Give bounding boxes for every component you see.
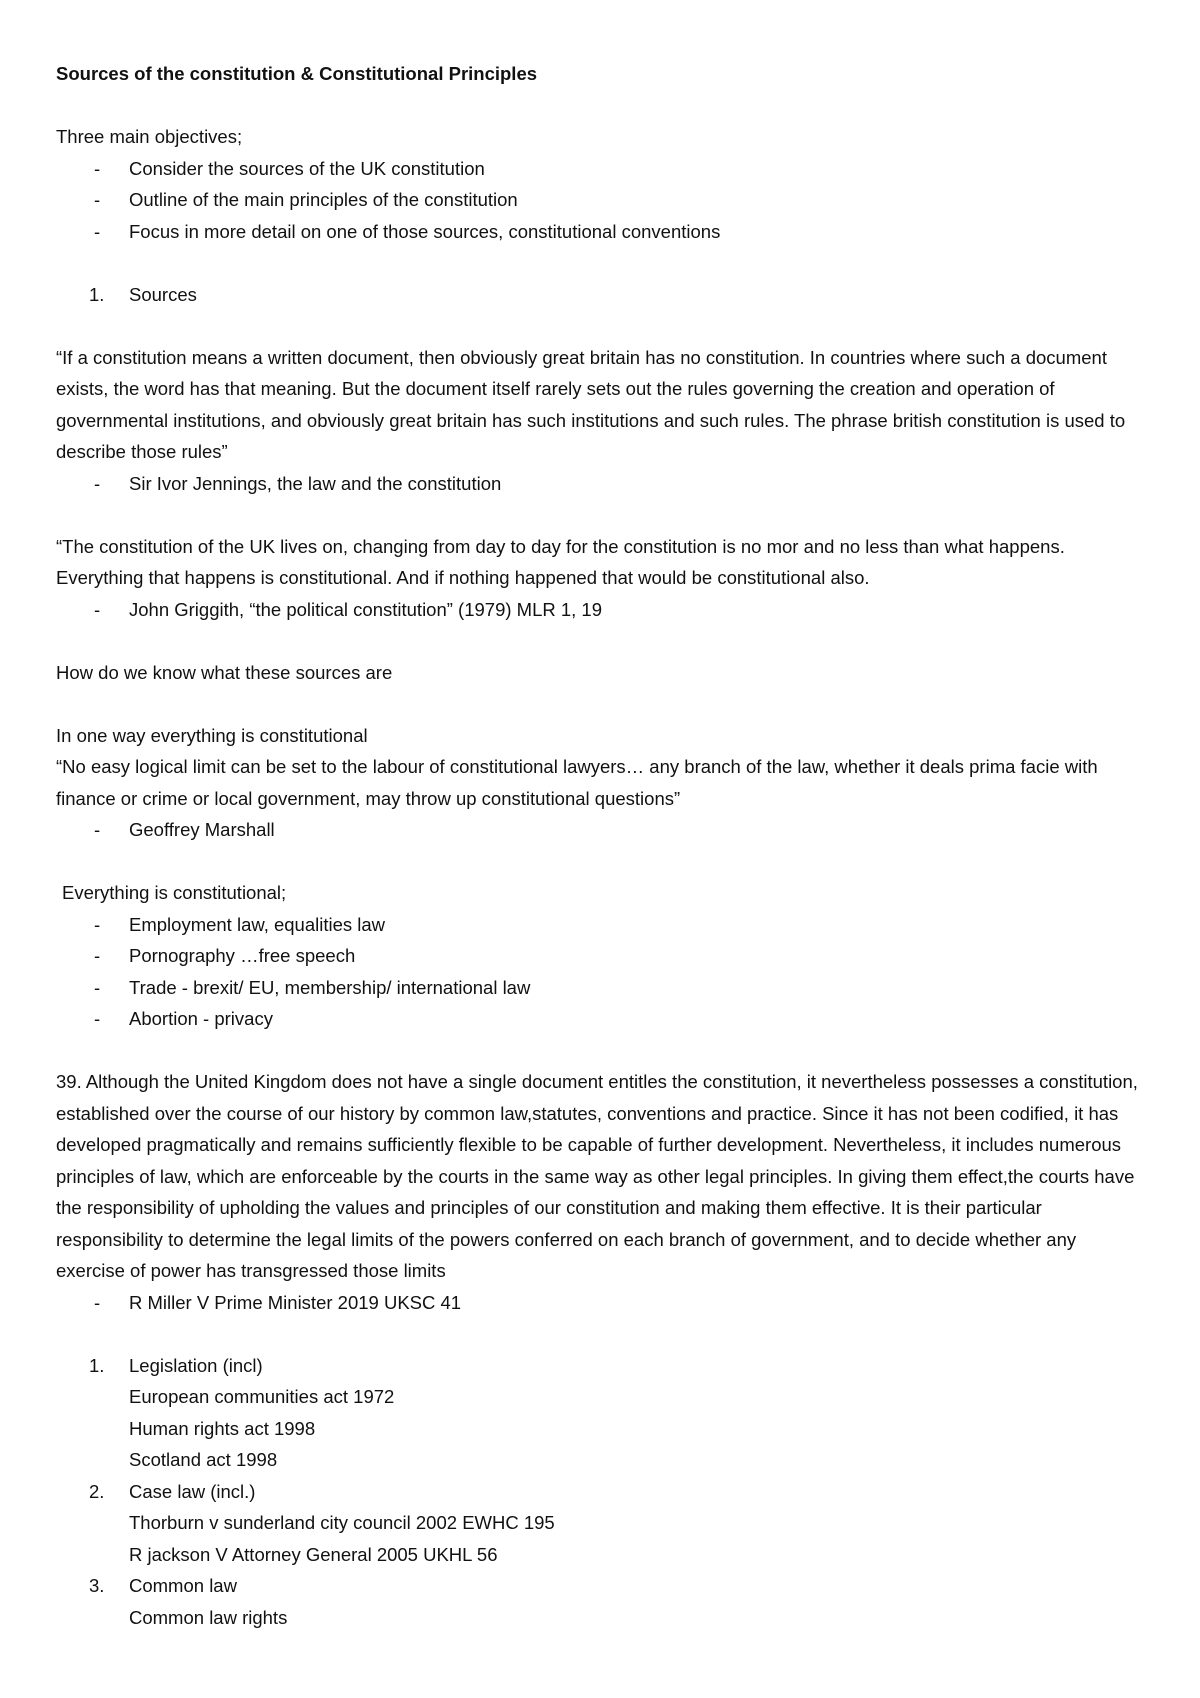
objectives-intro: Three main objectives; <box>56 126 243 147</box>
spacer <box>56 688 1146 720</box>
question-line: How do we know what these sources are <box>56 661 393 683</box>
sources-list <box>56 1350 1146 1634</box>
spacer <box>56 499 1146 531</box>
source-number: 2. <box>89 1480 105 1502</box>
dash-marker: - <box>94 819 101 840</box>
quote-attribution-list <box>56 814 1146 846</box>
source-example: Thorburn v sunderland city council 2002 EWHC 195 <box>129 1512 555 1533</box>
source-example: R jackson V Attorney General 2005 UKHL 56 <box>129 1543 498 1565</box>
spacer <box>56 90 1146 122</box>
document-title: Sources of the constitution & Constitutional Principles <box>56 63 538 84</box>
attribution-text: R Miller V Prime Minister 2019 UKSC 41 <box>129 1291 462 1313</box>
source-label: Common law <box>129 1575 237 1596</box>
source-example: Common law rights <box>129 1606 288 1628</box>
quote-attribution-list <box>56 1287 1146 1319</box>
everything-item <box>56 972 1146 1004</box>
everything-text: Trade - brexit/ EU, membership/ international law <box>129 976 531 998</box>
source-number: 1. <box>89 1354 105 1376</box>
objective-item <box>56 153 1146 185</box>
spacer <box>56 1318 1146 1350</box>
objective-text: Consider the sources of the UK constitution <box>129 157 485 179</box>
dash-marker: - <box>94 945 101 966</box>
source-item-legislation <box>56 1350 1146 1476</box>
dash-marker: - <box>94 976 101 998</box>
source-example: European communities act 1972 <box>129 1386 395 1407</box>
objective-text: Outline of the main principles of the constitution <box>129 189 518 210</box>
objectives-list <box>56 153 1146 248</box>
spacer <box>56 247 1146 279</box>
everything-text: Pornography …free speech <box>129 945 356 966</box>
source-example: Scotland act 1998 <box>129 1449 278 1470</box>
quote-attribution <box>56 814 1146 846</box>
source-item-case-law <box>56 1476 1146 1571</box>
source-label: Legislation (incl) <box>129 1354 263 1376</box>
dash-marker: - <box>94 598 101 620</box>
everything-text: Abortion - privacy <box>129 1008 273 1029</box>
spacer <box>56 625 1146 657</box>
quote-marshall: “No easy logical limit can be set to the labour of constitutional lawyers… any branch of the law, whether it deals prima facie with finance or crime or local government, may throw up constitutional questions” <box>56 756 1098 809</box>
quote-attribution-list <box>56 594 1146 626</box>
source-label: Case law (incl.) <box>129 1480 256 1502</box>
source-item-common-law <box>56 1570 1146 1633</box>
everything-item <box>56 1003 1146 1035</box>
everything-item <box>56 940 1146 972</box>
attribution-text: Geoffrey Marshall <box>129 819 275 840</box>
quote-jennings: “If a constitution means a written document, then obviously great britain has no constitution. In countries where such a document exists, the word has that meaning. But the document itself rarely sets out the rules governing the creation and operation of governmental institutions, and obviously great britain has such institutions and such rules. The phrase british constitution is used to describe those rules” <box>56 346 1126 462</box>
dash-marker: - <box>94 157 101 179</box>
everything-item <box>56 909 1146 941</box>
everything-line: In one way everything is constitutional <box>56 724 368 746</box>
quote-attribution-list <box>56 468 1146 500</box>
quote-attribution <box>56 594 1146 626</box>
spacer <box>56 1035 1146 1067</box>
section-heading-list <box>56 279 1146 311</box>
dash-marker: - <box>94 472 101 494</box>
quote-griffith: “The constitution of the UK lives on, changing from day to day for the constitution is no mor and no less than what happens. Everything that happens is constitutional. And if nothing happened that would be constitutional also. <box>56 535 1065 588</box>
attribution-text: John Griggith, “the political constitution” (1979) MLR 1, 19 <box>129 598 603 620</box>
spacer <box>56 310 1146 342</box>
dash-marker: - <box>94 1291 101 1313</box>
dash-marker: - <box>94 220 101 242</box>
paragraph-39: 39. Although the United Kingdom does not have a single document entitles the constitution, it nevertheless possesses a constitution, established over the course of our history by common law,statutes, conventions and practice. Since it has not been codified, it has developed pragmatically and remains sufficiently flexible to be capable of further development. Nevertheless, it includes numerous principles of law, which are enforceable by the courts in the same way as other legal principles. In giving them effect,the courts have the responsibility of upholding the values and principles of our constitution and making them effective. It is their particular responsibility to determine the legal limits of the powers conferred on each branch of government, and to decide whether any exercise of power has transgressed those limits <box>56 1071 1138 1281</box>
objective-item <box>56 184 1146 216</box>
source-number: 3. <box>89 1575 105 1596</box>
objective-text: Focus in more detail on one of those sources, constitutional conventions <box>129 220 721 242</box>
everything-text: Employment law, equalities law <box>129 913 386 935</box>
section-heading <box>56 279 1146 311</box>
attribution-text: Sir Ivor Jennings, the law and the constitution <box>129 472 502 494</box>
section-number: 1. <box>89 283 105 305</box>
everything-intro: Everything is constitutional; <box>62 882 287 903</box>
objective-item <box>56 216 1146 248</box>
source-example: Human rights act 1998 <box>129 1417 316 1439</box>
dash-marker: - <box>94 913 101 935</box>
section-label: Sources <box>129 283 197 305</box>
spacer <box>56 846 1146 878</box>
everything-list <box>56 909 1146 1035</box>
quote-attribution <box>56 1287 1146 1319</box>
quote-attribution <box>56 468 1146 500</box>
document-body <box>56 58 1146 1633</box>
dash-marker: - <box>94 1008 101 1029</box>
dash-marker: - <box>94 189 101 210</box>
